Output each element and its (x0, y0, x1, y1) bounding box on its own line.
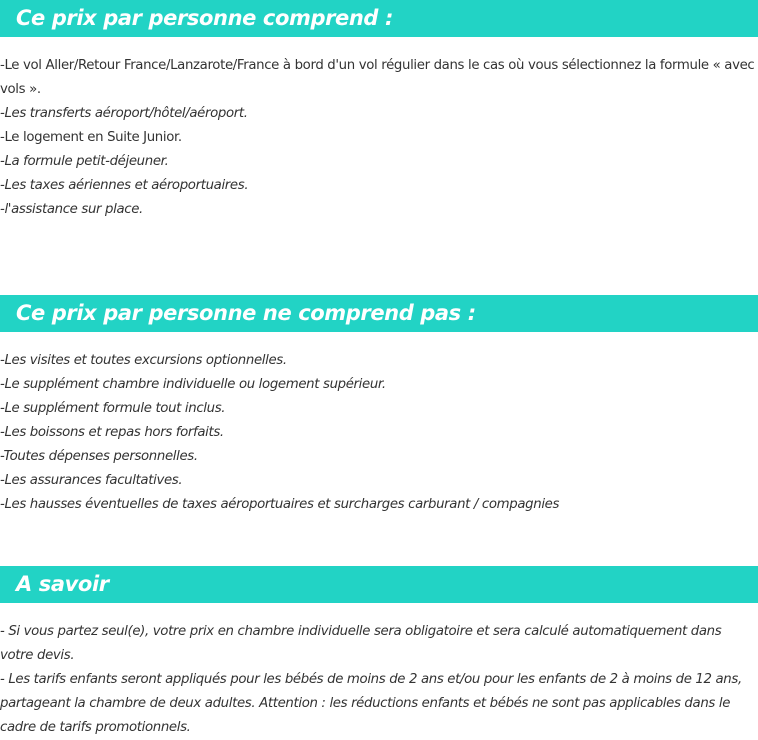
list-item: -Les visites et toutes excursions optionnelles. (0, 353, 287, 368)
list-item: -Les taxes aériennes et aéroportuaires. (0, 178, 249, 193)
list-item: -Le vol Aller/Retour France/Lanzarote/France à bord d'un vol régulier dans le cas où vous sélectionnez la formule « avec vols ». (0, 58, 755, 97)
list-item: -Le logement en Suite Junior. (0, 130, 182, 145)
list-item: -Les transferts aéroport/hôtel/aéroport. (0, 106, 248, 121)
includes-list (0, 54, 756, 222)
list-item: -Les hausses éventuelles de taxes aéroportuaires et surcharges carburant / compagnies (0, 497, 560, 512)
list-item: -Toutes dépenses personnelles. (0, 449, 198, 464)
list-item: -Le supplément chambre individuelle ou logement supérieur. (0, 377, 386, 392)
list-item: -Les boissons et repas hors forfaits. (0, 425, 224, 440)
good-to-know-text (0, 620, 756, 740)
list-item: -Les assurances facultatives. (0, 473, 183, 488)
list-item: -l'assistance sur place. (0, 202, 143, 217)
paragraph: - Les tarifs enfants seront appliqués pour les bébés de moins de 2 ans et/ou pour les enfants de 2 à moins de 12 ans, partageant la chambre de deux adultes. Attention : les réductions enfants et bébés ne sont pas applicables dans le cadre de tarifs promotionnels. (0, 672, 742, 735)
section-header-good-to-know: A savoir (0, 566, 758, 603)
list-item: -Le supplément formule tout inclus. (0, 401, 226, 416)
list-item: -La formule petit-déjeuner. (0, 154, 169, 169)
excludes-list (0, 349, 756, 517)
section-header-includes: Ce prix par personne comprend : (0, 0, 758, 37)
paragraph: - Si vous partez seul(e), votre prix en chambre individuelle sera obligatoire et sera calculé automatiquement dans votre devis. (0, 624, 722, 663)
section-header-excludes: Ce prix par personne ne comprend pas : (0, 295, 758, 332)
